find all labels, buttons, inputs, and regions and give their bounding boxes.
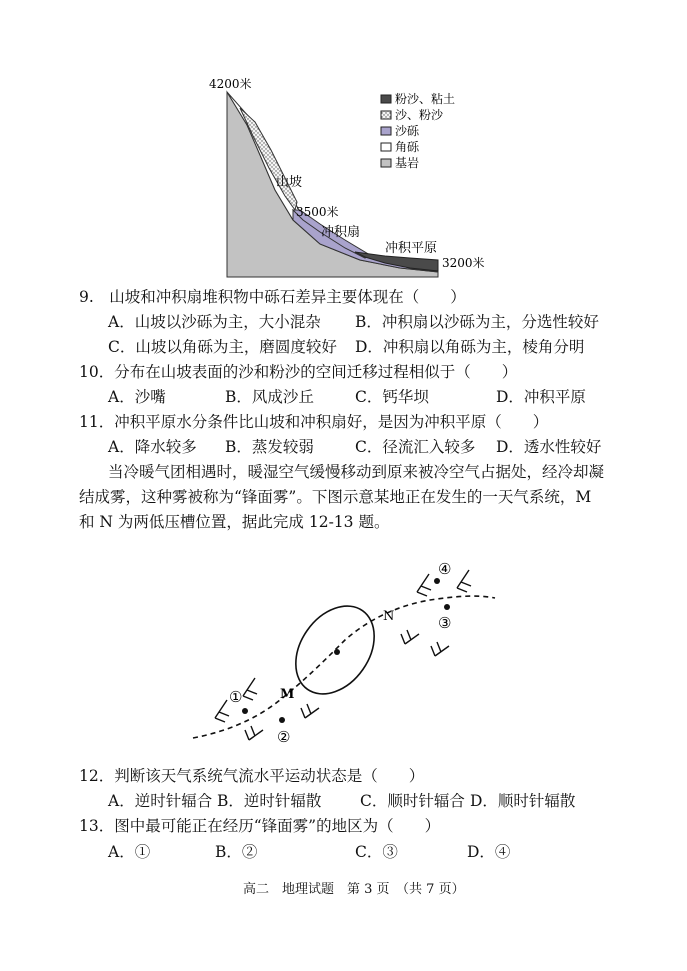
question-11-option-c: C．径流汇入较多 xyxy=(355,438,476,456)
point-2-dot xyxy=(279,717,285,723)
legend-swatch-bedrock xyxy=(381,159,391,167)
question-10-option-a: A．沙嘴 xyxy=(108,388,166,406)
legend-label-angular-gravel: 角砾 xyxy=(395,140,420,154)
question-10-option-d: D．冲积平原 xyxy=(496,388,586,406)
legend-label-silt-clay: 粉沙、粘土 xyxy=(395,92,456,106)
question-11-option-a: A．降水较多 xyxy=(108,438,197,456)
legend-swatch-angular-gravel xyxy=(381,143,391,151)
plain-label: 冲积平原 xyxy=(385,241,438,256)
fan-label: 冲积扇 xyxy=(321,225,361,240)
question-12-option-d: D．顺时针辐散 xyxy=(470,792,576,810)
question-10-stem: 10．分布在山坡表面的沙和粉沙的空间迁移过程相似于（ ） xyxy=(79,363,518,381)
legend-swatch-sand-gravel xyxy=(381,127,391,135)
point-4-dot xyxy=(434,578,440,584)
question-9-option-a: A．山坡以沙砾为主，大小混杂 xyxy=(108,313,321,331)
question-13-option-b: B．② xyxy=(215,843,258,861)
weather-system-figure xyxy=(185,550,505,760)
question-10-option-b: B．风成沙丘 xyxy=(225,388,314,406)
point-3-dot xyxy=(444,604,450,610)
question-12-option-a: A．逆时针辐合 xyxy=(108,792,213,810)
question-10-option-c: C．钙华坝 xyxy=(355,388,429,406)
passage-line-1: 当冷暖气团相遇时，暖湿空气缓慢移动到原来被冷空气占据处，经冷却凝 xyxy=(108,463,605,481)
legend-label-bedrock: 基岩 xyxy=(395,156,420,170)
trough-label-m: M xyxy=(280,687,295,702)
question-13-option-c: C．③ xyxy=(355,843,398,861)
legend-label-sand-silt: 沙、粉沙 xyxy=(395,108,444,122)
question-11-stem: 11．冲积平原水分条件比山坡和冲积扇好，是因为冲积平原（ ） xyxy=(79,413,549,431)
legend-label-sand-gravel: 沙砾 xyxy=(395,124,420,138)
landform-profile-figure xyxy=(195,70,505,285)
legend xyxy=(381,91,455,170)
question-11-option-d: D．透水性较好 xyxy=(496,438,602,456)
question-9-stem: 9. 山坡和冲积扇堆积物中砾石差异主要体现在（ ） xyxy=(79,288,466,306)
page-footer: 高二 地理试题 第 3 页 （共 7 页） xyxy=(243,882,465,897)
point-1-dot xyxy=(242,708,248,714)
passage-line-2: 结成雾，这种雾被称为“锋面雾”。下图示意某地正在发生的一天气系统，M xyxy=(79,488,592,506)
question-12-option-b: B．逆时针辐散 xyxy=(217,792,322,810)
point-4-label: ④ xyxy=(438,560,452,578)
question-13-option-d: D．④ xyxy=(467,843,511,861)
question-13-option-a: A．① xyxy=(108,843,151,861)
question-12-stem: 12．判断该天气系统气流水平运动状态是（ ） xyxy=(79,767,425,785)
elevation-bottom-label: 3200米 xyxy=(442,256,485,270)
centre-point xyxy=(334,649,340,655)
trough-label-n: N xyxy=(383,609,395,624)
point-3-label: ③ xyxy=(438,614,452,632)
question-9-option-b: B．冲积扇以沙砾为主，分选性较好 xyxy=(355,313,599,331)
legend-swatch-sand-silt xyxy=(381,111,391,119)
wind-barbs-point-3 xyxy=(401,630,449,656)
question-13-stem: 13．图中最可能正在经历“锋面雾”的地区为（ ） xyxy=(79,817,441,835)
question-9-option-c: C．山坡以角砾为主，磨圆度较好 xyxy=(108,338,337,356)
point-1-label: ① xyxy=(229,688,243,706)
point-2-label: ② xyxy=(277,728,291,746)
question-11-option-b: B．蒸发较弱 xyxy=(225,438,314,456)
question-12-option-c: C．顺时针辐合 xyxy=(360,792,465,810)
elevation-mid-label: 3500米 xyxy=(296,205,339,219)
legend-swatch-silt-clay xyxy=(381,95,391,103)
passage-line-3: 和 N 为两低压槽位置，据此完成 12-13 题。 xyxy=(79,513,390,531)
elevation-top-label: 4200米 xyxy=(209,77,252,91)
slope-label: 山坡 xyxy=(276,175,303,190)
question-9-option-d: D．冲积扇以角砾为主，棱角分明 xyxy=(355,338,585,356)
